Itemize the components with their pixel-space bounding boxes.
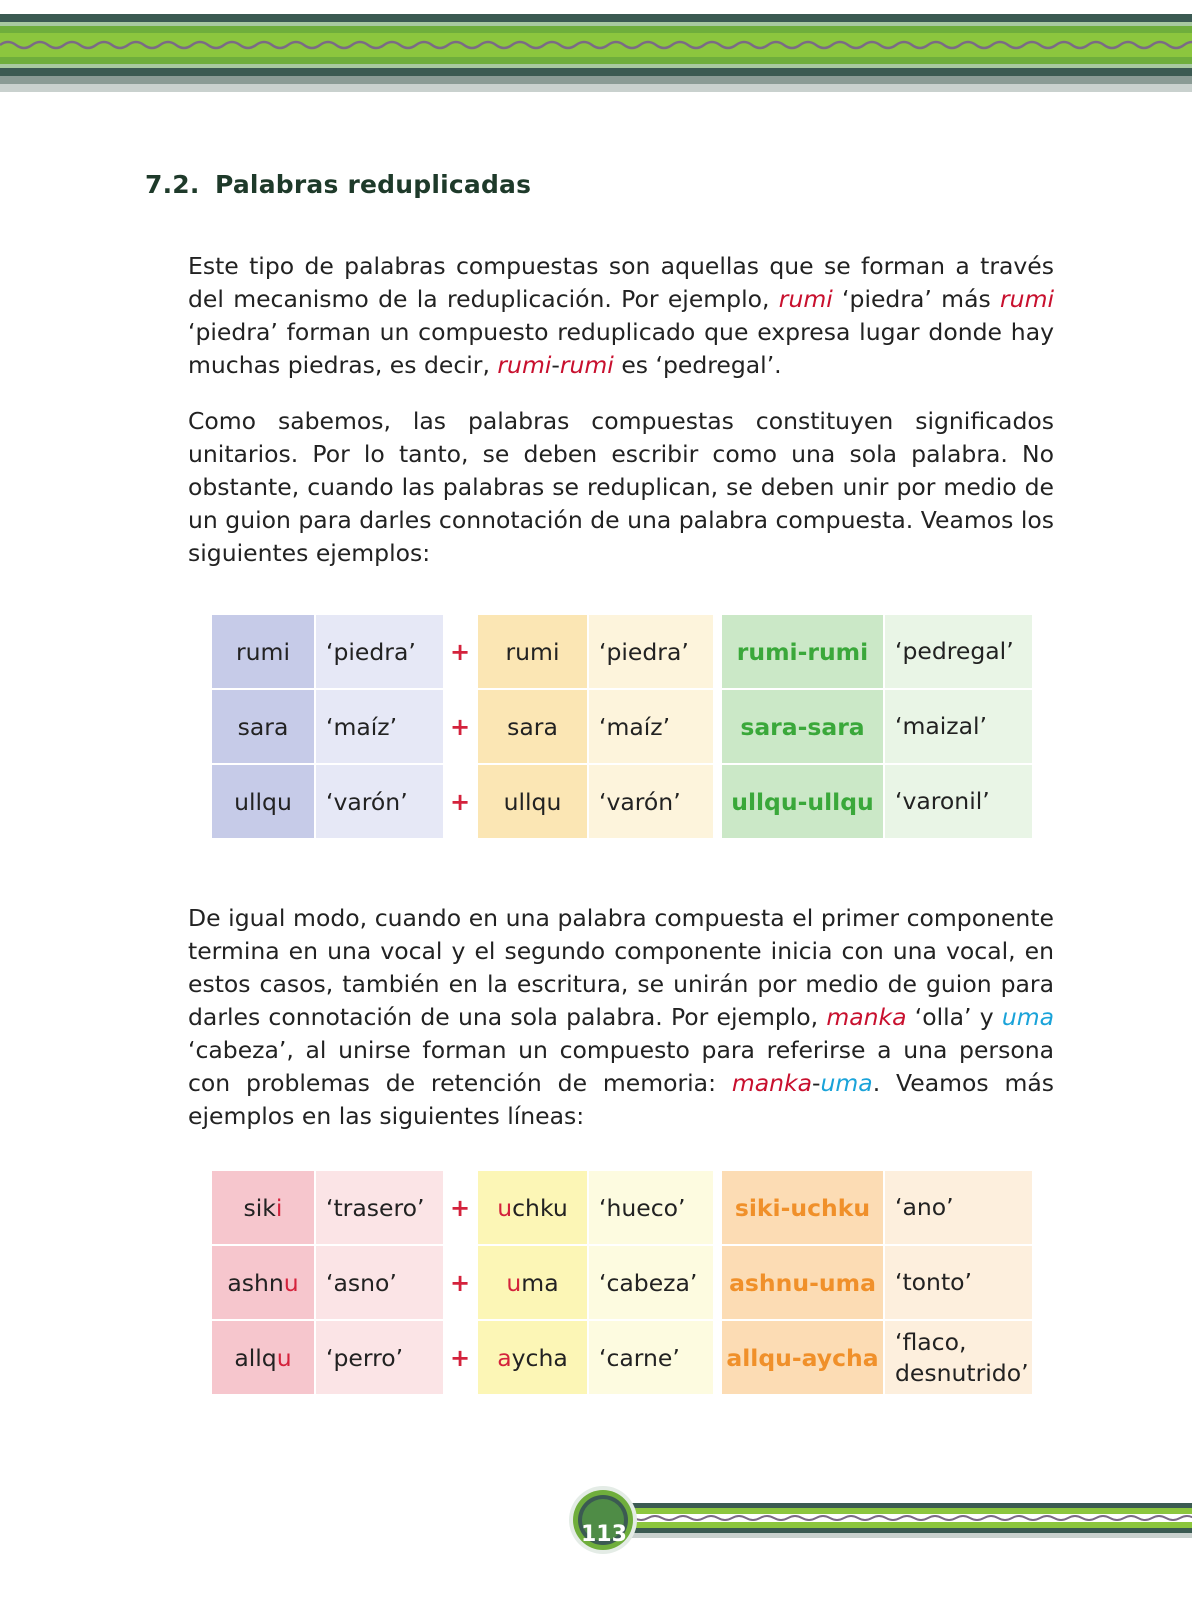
meaning-cell: ‘asno’ [316,1246,443,1319]
word-stem: allq [234,1343,277,1372]
compound-meaning-cell: ‘ano’ [885,1171,1032,1244]
example-word: uma [820,1069,873,1097]
hyphen: - [812,1069,821,1097]
section-heading [145,170,531,199]
word-cell [478,1246,587,1319]
plus-sign: + [449,1268,471,1297]
word-cell [478,1171,587,1244]
plus-sign: + [449,1343,471,1372]
meaning-cell: ‘piedra’ [589,615,713,688]
example-word: manka [731,1069,813,1097]
final-vowel: u [276,1343,292,1372]
example-word: rumi [497,351,552,379]
example-word: rumi [778,285,833,313]
text-run: ‘piedra’ más [832,285,1001,313]
meaning-cell: ‘cabeza’ [589,1246,713,1319]
meaning-cell: ‘maíz’ [589,690,713,763]
word-cell [212,1246,314,1319]
final-vowel: u [283,1268,299,1297]
paragraph-reduplication-intro [188,250,1054,382]
word-cell: ullqu [212,765,314,838]
meaning-cell: ‘varón’ [316,765,443,838]
plus-sign: + [449,712,471,741]
plus-sign: + [449,1193,471,1222]
hyphen: - [551,351,560,379]
compound-cell: rumi-rumi [722,615,883,688]
meaning-cell: ‘maíz’ [316,690,443,763]
table-row [212,615,1038,690]
example-word: uma [1001,1003,1055,1031]
word-cell: rumi [212,615,314,688]
compound-cell: sara-sara [722,690,883,763]
table-row [212,1246,1038,1321]
meaning-cell: ‘perro’ [316,1321,443,1394]
word-stem: ycha [511,1343,568,1372]
compound-cell: ashnu-uma [722,1246,883,1319]
initial-vowel: u [497,1193,513,1222]
word-cell: ullqu [478,765,587,838]
table-row [212,690,1038,765]
plus-sign: + [449,637,471,666]
meaning-cell: ‘varón’ [589,765,713,838]
word-cell: sara [478,690,587,763]
text-run: De igual modo, cuando en una palabra compuesta el primer componente termina en una vocal y el segundo componente inicia con una vocal, en estos casos, también en la escritura, se unirán por medio de guion para darles connotación de una sola palabra. Por ejemplo, [188,904,1054,1031]
compound-cell: ullqu-ullqu [722,765,883,838]
word-cell [212,1321,314,1394]
table-row [212,765,1038,840]
vowel-compound-examples-table [212,1171,1038,1396]
meaning-cell: ‘carne’ [589,1321,713,1394]
section-title: Palabras reduplicadas [215,170,532,199]
text-run: Este tipo de palabras compuestas son aquellas que se forman a través del mecanismo de la reduplicación. Por ejemplo, [188,252,1054,313]
example-word: rumi [1000,285,1054,313]
word-stem: chku [512,1193,568,1222]
section-number: 7.2. [145,170,200,199]
meaning-cell: ‘trasero’ [316,1171,443,1244]
example-word: rumi [559,351,614,379]
word-cell: rumi [478,615,587,688]
word-stem: sik [243,1193,276,1222]
text-run: ‘olla’ y [906,1003,1002,1031]
compound-meaning-cell: ‘maizal’ [885,690,1032,763]
text-run: . Veamos más ejemplos en las siguientes líneas: [188,1069,1054,1130]
word-cell [212,1171,314,1244]
word-cell [478,1321,587,1394]
page-number: 113 [581,1522,627,1547]
table-row [212,1171,1038,1246]
compound-meaning-cell: ‘pedregal’ [885,615,1032,688]
text-run: ‘cabeza’, al unirse forman un compuesto para referirse a una persona con problemas de retención de memoria: [188,1036,1054,1097]
reduplication-examples-table [212,615,1038,840]
text-run: es ‘pedregal’. [613,351,782,379]
compound-cell: siki-uchku [722,1171,883,1244]
example-word: manka [826,1003,907,1031]
initial-vowel: a [497,1343,512,1372]
compound-cell: allqu-aycha [722,1321,883,1394]
plus-sign: + [449,787,471,816]
table-row [212,1321,1038,1396]
paragraph-compound-rule: Como sabemos, las palabras compuestas constituyen significados unitarios. Por lo tanto, se deben escribir como una sola palabra. No obstante, cuando las palabras se reduplican, se deben unir por medio de un guion para darles connotación de una palabra compuesta. Veamos los siguientes ejemplos: [188,407,1054,567]
top-decorative-border [0,0,1192,96]
text-run: ‘piedra’ forman un compuesto reduplicado que expresa lugar donde hay muchas piedras, es decir, [188,318,1054,379]
final-vowel: i [275,1193,283,1222]
compound-meaning-cell: ‘flaco, desnutrido’ [885,1321,1032,1394]
paragraph-vowel-junction [188,902,1054,1133]
initial-vowel: u [506,1268,522,1297]
meaning-cell: ‘piedra’ [316,615,443,688]
meaning-cell: ‘hueco’ [589,1171,713,1244]
word-cell: sara [212,690,314,763]
word-stem: ashn [227,1268,284,1297]
word-stem: ma [521,1268,559,1297]
compound-meaning-cell: ‘varonil’ [885,765,1032,838]
compound-meaning-cell: ‘tonto’ [885,1246,1032,1319]
